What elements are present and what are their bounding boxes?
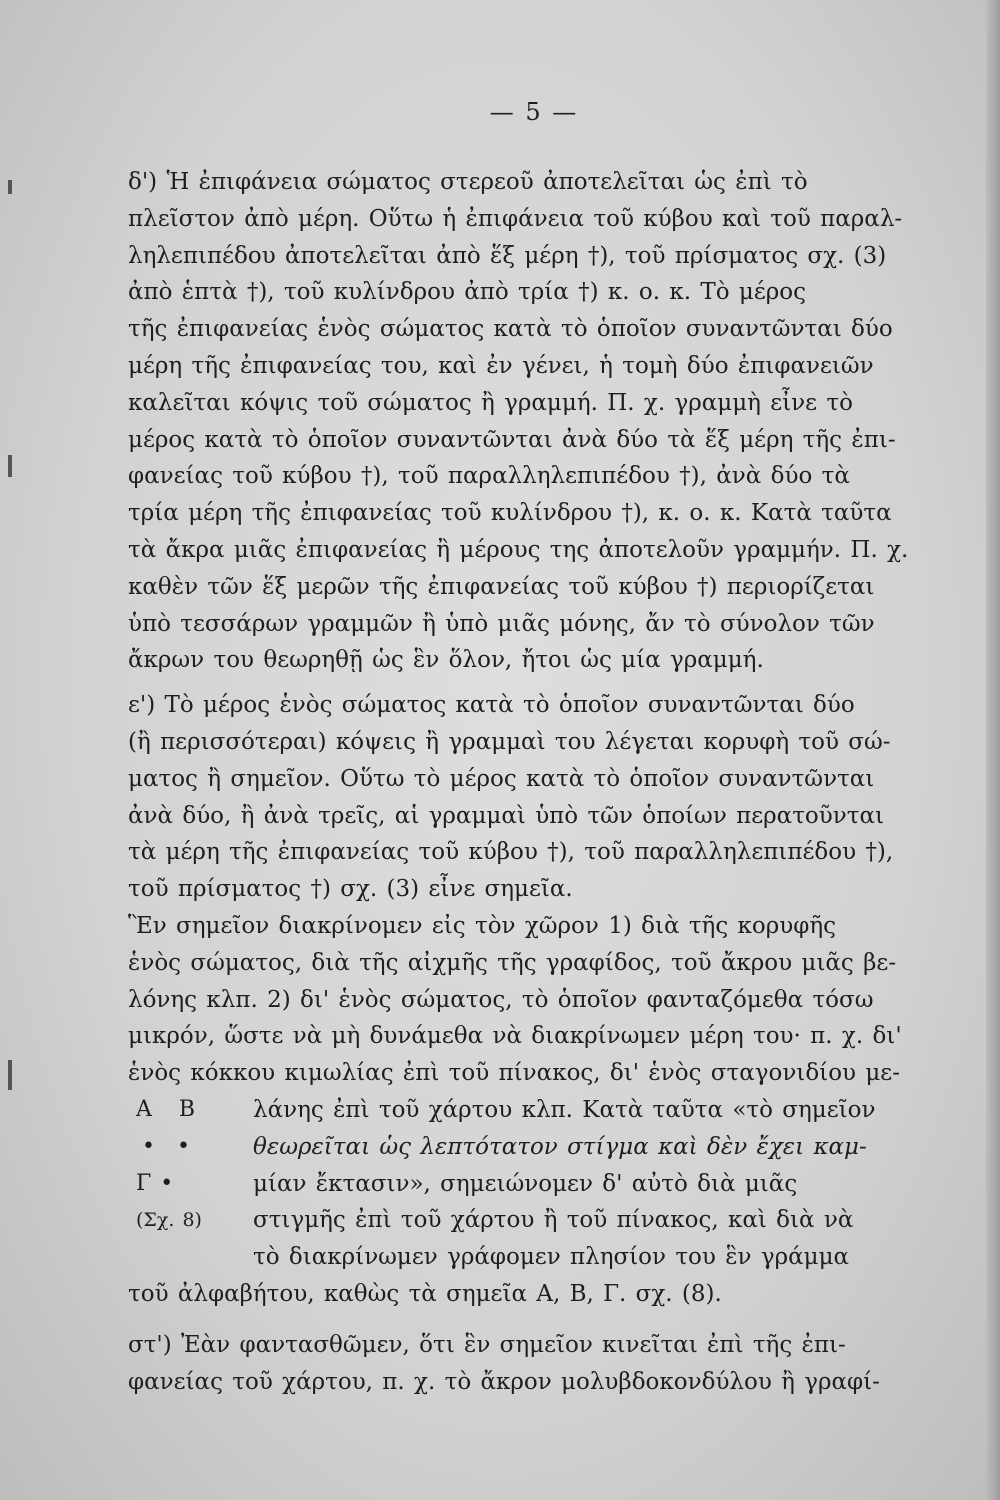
text-line: λόνης κλπ. 2) δι' ἑνὸς σώματος, τὸ ὁποῖον φανταζόμεθα τόσω [128,986,874,1013]
page-edge-mark [8,1060,12,1090]
page-edge-mark [8,180,12,194]
text-line: τρία μέρη τῆς ἐπιφανείας τοῦ κυλίνδρου †), κ. ο. κ. Κατὰ ταῦτα [128,500,892,527]
text-line: στ') Ἐὰν φαντασθῶμεν, ὅτι ἓν σημεῖον κινεῖται ἐπὶ τῆς ἐπι- [128,1331,846,1358]
text-line: τὸ διακρίνωμεν γράφομεν πλησίον του ἓν γράμμα [253,1244,850,1271]
text-line: ἑνὸς κόκκου κιμωλίας ἐπὶ τοῦ πίνακος, δι' ἑνὸς σταγονιδίου με- [128,1060,900,1087]
text-line: μέρος κατὰ τὸ ὁποῖον συναντῶνται ἀνὰ δύο τὰ ἕξ μέρη τῆς ἐπι- [128,426,896,453]
figure-caption: (Σχ. 8) [136,1209,202,1232]
page-edge-mark [8,455,12,477]
text-line: πλεῖστον ἀπὸ μέρη. Οὕτω ἡ ἐπιφάνεια τοῦ κύβου καὶ τοῦ παραλ- [128,205,903,232]
page-number: — 5 — [489,98,579,126]
text-line: μικρόν, ὥστε νὰ μὴ δυνάμεθα νὰ διακρίνωμεν μέρη του· π. χ. δι' [128,1023,902,1050]
figure-block [128,1092,940,1276]
text-line: μέρη τῆς ἐπιφανείας του, καὶ ἐν γένει, ἡ τομὴ δύο ἐπιφανειῶν [128,352,874,379]
text-line: μίαν ἔκτασιν», σημειώνομεν δ' αὐτὸ διὰ μιᾶς [253,1170,798,1197]
text-line: τοῦ ἀλφαβήτου, καθὼς τὰ σημεῖα A, B, Γ. σχ. (8). [128,1280,722,1307]
text-line: λάνης ἐπὶ τοῦ χάρτου κλπ. Κατὰ ταῦτα «τὸ σημεῖον [253,1096,876,1123]
text-line: ληλεπιπέδου ἀποτελεῖται ἀπὸ ἕξ μέρη †), τοῦ πρίσματος σχ. (3) [128,242,887,269]
figure-side-text [253,1092,940,1276]
text-line: στιγμῆς ἐπὶ τοῦ χάρτου ἢ τοῦ πίνακος, καὶ διὰ νὰ [253,1207,854,1234]
figure-after-text [128,1276,940,1313]
text-line: τῆς ἐπιφανείας ἑνὸς σώματος κατὰ τὸ ὁποῖον συναντῶνται δύο [128,316,893,343]
text-line: δ') Ἡ ἐπιφάνεια σώματος στερεοῦ ἀποτελεῖται ὡς ἐπὶ τὸ [128,169,808,195]
text-line: φανείας τοῦ κύβου †), τοῦ παραλληλεπιπέδου †), ἀνὰ δύο τὰ [128,463,850,490]
paragraph-point [128,908,940,1092]
text-line: θεωρεῖται ὡς λεπτότατον στίγμα καὶ δὲν ἔχει καμ- [253,1133,867,1160]
text-line: ὑπὸ τεσσάρων γραμμῶν ἢ ὑπὸ μιᾶς μόνης, ἄν τὸ σύνολον τῶν [128,610,875,637]
figure-point: • [160,1170,174,1196]
text-line: καλεῖται κόψις τοῦ σώματος ἢ γραμμή. Π. χ. γραμμὴ εἶνε τὸ [128,389,853,416]
text-line: ματος ἢ σημεῖον. Οὕτω τὸ μέρος κατὰ τὸ ὁποῖον συναντῶνται [128,765,875,792]
paragraph-epsilon [128,687,940,908]
paragraph-delta [128,164,940,679]
page-binding-edge [986,0,1000,1500]
figure-labels-ab: A B [136,1096,196,1122]
paragraph-sigma-tau [128,1327,940,1401]
text-line: ἀνὰ δύο, ἢ ἀνὰ τρεῖς, αἱ γραμμαὶ ὑπὸ τῶν ὁποίων περατοῦνται [128,802,884,829]
text-line: φανείας τοῦ χάρτου, π. χ. τὸ ἄκρον μολυβδοκονδύλου ἢ γραφί- [128,1368,880,1395]
text-line: καθὲν τῶν ἕξ μερῶν τῆς ἐπιφανείας τοῦ κύβου †) περιορίζεται [128,573,875,600]
text-line: τὰ μέρη τῆς ἐπιφανείας τοῦ κύβου †), τοῦ παραλληλεπιπέδου †), [128,839,894,866]
text-line: (ἢ περισσότεραι) κόψεις ἢ γραμμαὶ του λέγεται κορυφὴ τοῦ σώ- [128,728,891,755]
text-line: ἄκρων του θεωρηθῇ ὡς ἓν ὅλον, ἤτοι ὡς μία γραμμή. [128,647,764,674]
text-line: ἑνὸς σώματος, διὰ τῆς αἰχμῆς τῆς γραφίδος, τοῦ ἄκρου μιᾶς βε- [128,949,897,976]
text-line: ε') Τὸ μέρος ἑνὸς σώματος κατὰ τὸ ὁποῖον συναντῶνται δύο [128,692,855,719]
figure-label-gamma: Γ [136,1170,152,1196]
figure-points: •• [142,1133,212,1159]
figure-8 [128,1092,253,1276]
text-line: τοῦ πρίσματος †) σχ. (3) εἶνε σημεῖα. [128,876,573,903]
text-line: τὰ ἄκρα μιᾶς ἐπιφανείας ἢ μέρους της ἀποτελοῦν γραμμήν. Π. χ. [128,536,909,563]
text-line: Ἓν σημεῖον διακρίνομεν εἰς τὸν χῶρον 1) διὰ τῆς κορυφῆς [128,912,837,939]
text-line: ἀπὸ ἑπτὰ †), τοῦ κυλίνδρου ἀπὸ τρία †) κ. ο. κ. Τὸ μέρος [128,279,807,306]
figure-label-gamma-row [136,1166,253,1203]
